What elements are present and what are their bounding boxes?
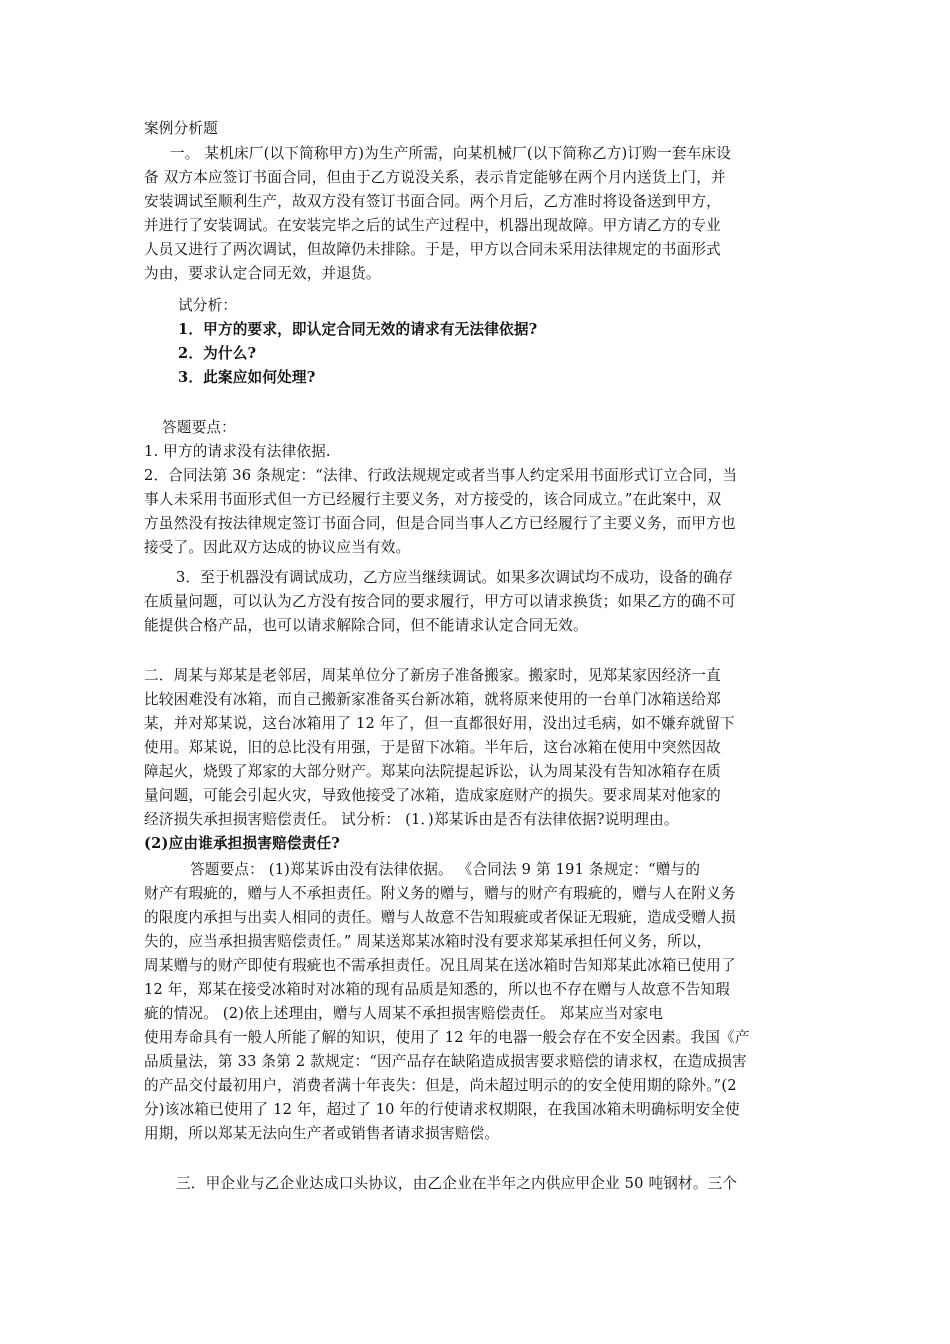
- case2-line: 二．周某与郑某是老邻居，周某单位分了新房子准备搬家。搬家时，见郑某家因经济一直: [144, 667, 721, 684]
- question-item: 2．为什么?: [178, 345, 257, 362]
- case2-answer-line: 答题要点： (1)郑某诉由没有法律依据。 《合同法 9 第 191 条规定：“赠与的: [190, 861, 701, 878]
- question-item: 3．此案应如何处理?: [178, 369, 316, 386]
- answer-line: 在质量问题，可以认为乙方没有按合同的要求履行，甲方可以请求换货；如果乙方的确不可: [144, 593, 736, 610]
- case2-line: 障起火，烧毁了郑家的大部分财产。郑某向法院提起诉讼，认为周某没有告知冰箱存在质: [144, 763, 721, 780]
- case1-line: 备 双方本应签订书面合同，但由于乙方说没关系，表示肯定能够在两个月内送货上门，并: [144, 169, 726, 186]
- case1-line: 为由，要求认定合同无效，并退货。: [144, 265, 381, 282]
- case2-line: 量问题，可能会引起火灾，导致他接受了冰箱，造成家庭财产的损失。要求周某对他家的: [144, 787, 721, 804]
- question-item: 1．甲方的要求，即认定合同无效的请求有无法律依据?: [178, 321, 538, 338]
- case2-line: 比较困难没有冰箱，而自己搬新家准备买台新冰箱，就将原来使用的一台单门冰箱送给郑: [144, 691, 721, 708]
- case1-line: 一。 某机床厂(以下简称甲方)为生产所需，向某机械厂(以下简称乙方)订购一套车床设: [170, 145, 731, 162]
- case2-line: 使用。郑某说，旧的总比没有用强，于是留下冰箱。半年后，这台冰箱在使用中突然因故: [144, 739, 721, 756]
- case1-line: 人员又进行了两次调试，但故障仍未排除。于是，甲方以合同未采用法律规定的书面形式: [144, 241, 721, 258]
- case1-line: 并进行了安装调试。在安装完毕之后的试生产过程中，机器出现故障。甲方请乙方的专业: [144, 217, 721, 234]
- case2-answer-line: 12 年，郑某在接受冰箱时对冰箱的现有品质是知悉的，所以也不存在赠与人故意不告知瑕: [144, 981, 730, 998]
- case2-line: 经济损失承担损害赔偿责任。 试分析： (1．)郑某诉由是否有法律依据?说明理由。: [144, 811, 679, 828]
- case2-answer-line: 周某赠与的财产即使有瑕疵也不需承担责任。况且周某在送冰箱时告知郑某此冰箱已使用了: [144, 957, 736, 974]
- answer-line: 能提供合格产品，也可以请求解除合同，但不能请求认定合同无效。: [144, 617, 588, 634]
- case2-question: (2)应由谁承担损害赔偿责任?: [144, 835, 341, 852]
- case1-line: 安装调试至顺利生产，故双方没有签订书面合同。两个月后，乙方准时将设备送到甲方，: [144, 193, 721, 210]
- case2-answer-line: 的限度内承担与出卖人相同的责任。赠与人故意不告知瑕疵或者保证无瑕疵，造成受赠人损: [144, 909, 736, 926]
- answer-line: 2．合同法第 36 条规定：“法律、行政法规规定或者当事人约定采用书面形式订立合同，当: [144, 467, 738, 484]
- case2-answer-line: 用期，所以郑某无法向生产者或销售者请求损害赔偿。: [144, 1125, 500, 1142]
- case2-answer-line: 分)该冰箱已使用了 12 年，超过了 10 年的行使请求权期限，在我国冰箱未明确标明安全使: [144, 1101, 740, 1118]
- answer-line: 1. 甲方的请求没有法律依据.: [144, 443, 331, 460]
- case2-answer-line: 品质量法，第 33 条第 2 款规定：“因产品存在缺陷造成损害要求赔偿的请求权，在造成损害: [144, 1053, 747, 1070]
- analysis-label: 试分析：: [178, 297, 238, 314]
- answer-line: 方虽然没有按法律规定签订书面合同，但是合同当事人乙方已经履行了主要义务，而甲方也: [144, 515, 736, 532]
- case2-answer-line: 的产品交付最初用户，消费者满十年丧失：但是，尚未超过明示的的安全使用期的除外。”(2: [144, 1077, 737, 1094]
- case2-answer-line: 失的，应当承担损害赔偿责任。” 周某送郑某冰箱时没有要求郑某承担任何义务，所以，: [144, 933, 712, 950]
- case2-answer-line: 疵的情况。 (2)依上述理由，赠与人周某不承担损害赔偿责任。 郑某应当对家电: [144, 1005, 664, 1022]
- case2-answer-line: 财产有瑕疵的，赠与人不承担责任。附义务的赠与，赠与的财产有瑕疵的，赠与人在附义务: [144, 885, 736, 902]
- answer-line: 事人未采用书面形式但一方已经履行主要义务，对方接受的，该合同成立。”在此案中，双: [144, 491, 722, 508]
- case2-answer-line: 使用寿命具有一般人所能了解的知识，使用了 12 年的电器一般会存在不安全因素。我国《产: [144, 1029, 750, 1046]
- document-heading: 案例分析题: [144, 120, 218, 137]
- answer-label: 答题要点：: [162, 419, 236, 436]
- answer-line: 接受了。因此双方达成的协议应当有效。: [144, 539, 411, 556]
- case3-line: 三．甲企业与乙企业达成口头协议，由乙企业在半年之内供应甲企业 50 吨钢材。三个: [176, 1175, 738, 1192]
- case2-line: 某，并对郑某说，这台冰箱用了 12 年了，但一直都很好用，没出过毛病，如不嫌弃就留下: [144, 715, 735, 732]
- answer-line: 3．至于机器没有调试成功，乙方应当继续调试。如果多次调试均不成功，设备的确存: [176, 569, 733, 586]
